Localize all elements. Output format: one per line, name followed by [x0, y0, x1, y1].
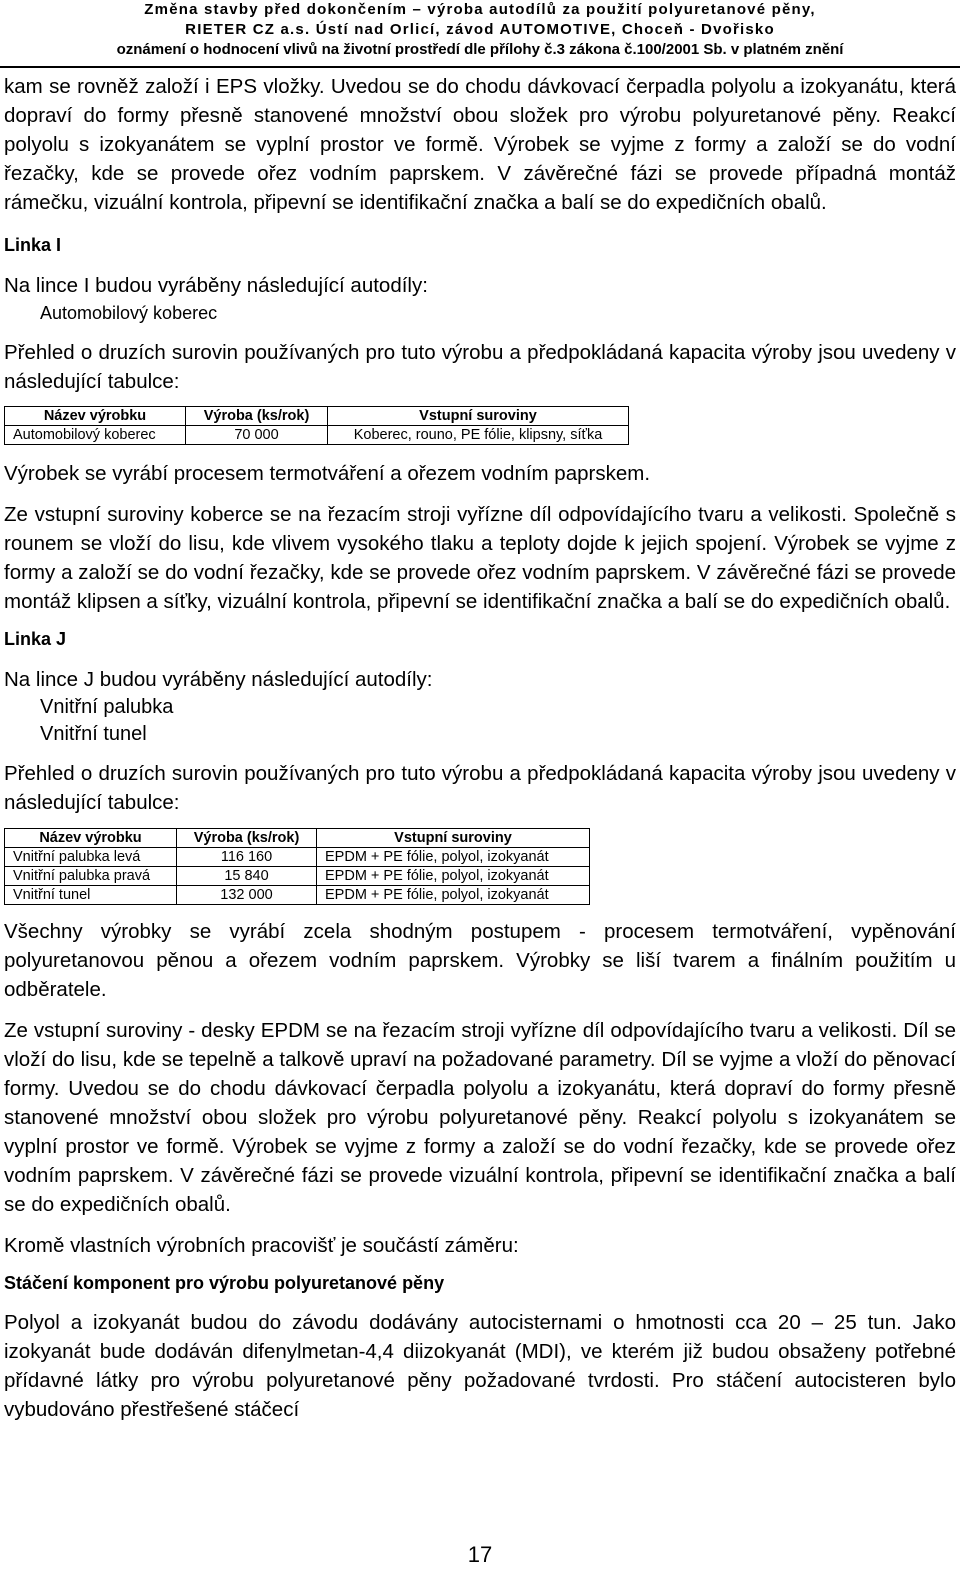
table-header-row [5, 829, 590, 848]
table-row [5, 886, 590, 905]
list-item-linka-j-1: Vnitřní tunel [40, 723, 147, 745]
paragraph-linka-i-process: Výrobek se vyrábí procesem termotváření a ořezem vodním paprskem. [4, 462, 651, 485]
document-header [0, 0, 960, 60]
header-line-1: Změna stavby před dokončením – výroba autodílů za použití polyuretanové pěny, [144, 1, 816, 18]
table-cell-inputs: EPDM + PE fólie, polyol, izokyanát [317, 886, 590, 905]
table-header-cell: Vstupní suroviny [317, 829, 590, 848]
paragraph-intro: kam se rovněž založí i EPS vložky. Uvedou se do chodu dávkovací čerpadla polyolu a izokyanátu, která dopraví do formy přesně stanovené množství obou složek pro výrobu polyuretanové pěny. Reakcí polyolu s izokyanátem se vyplní prostor ve formě. Výrobek se vyjme z formy a založí se do vodní řezačky, kde se provede ořez vodním paprskem. V závěrečné fázi se provede případná montáž rámečku, vizuální kontrola, připevní se identifikační značka a balí se do expedičních obalů. [4, 75, 956, 214]
paragraph-linka-j-lead: Na lince J budou vyráběny následující autodíly: [4, 668, 433, 691]
table-header-cell: Název výrobku [5, 407, 186, 426]
table-header-cell: Název výrobku [5, 829, 177, 848]
table-row [5, 426, 629, 445]
table-linka-i [4, 406, 629, 445]
table-cell-volume: 132 000 [177, 886, 317, 905]
header-line-2: RIETER CZ a.s. Ústí nad Orlicí, závod AUTOMOTIVE, Choceň - Dvořisko [185, 21, 775, 38]
page-number: 17 [467, 1542, 493, 1567]
paragraph-linka-j-process: Všechny výrobky se vyrábí zcela shodným postupem - procesem termotváření, vypěnování polyuretanovou pěnou a ořezem vodním paprskem. Výrobky se liší tvarem a finálním použitím u odběratele. [4, 920, 956, 1001]
paragraph-linka-i-detail: Ze vstupní suroviny koberce se na řezacím stroji vyřízne díl odpovídajícího tvaru a velikosti. Společně s rounem se vloží do lisu, kde vlivem vysokého tlaku a teploty dojde k jejich spojení. Výrobek se vyjme z formy a založí se do vodní řezačky, kde se provede ořez vodním paprskem. V závěrečné fázi se provede montáž klipsen a síťky, vizuální kontrola, připevní se identifikační značka a balí se do expedičních obalů. [4, 503, 956, 613]
table-cell-inputs: EPDM + PE fólie, polyol, izokyanát [317, 848, 590, 867]
table-header-cell: Výroba (ks/rok) [177, 829, 317, 848]
list-item-linka-i-0: Automobilový koberec [40, 303, 218, 323]
table-header-row [5, 407, 629, 426]
paragraph-linka-i-lead: Na lince I budou vyráběny následující autodíly: [4, 274, 428, 297]
table-header-cell: Vstupní suroviny [328, 407, 629, 426]
paragraph-linka-i-overview: Přehled o druzích surovin používaných pro tuto výrobu a předpokládaná kapacita výroby jsou uvedeny v následující tabulce: [4, 341, 956, 393]
table-cell-volume: 15 840 [177, 867, 317, 886]
table-cell-inputs: Koberec, rouno, PE fólie, klipsny, síťka [328, 426, 629, 445]
paragraph-linka-j-overview: Přehled o druzích surovin používaných pro tuto výrobu a předpokládaná kapacita výroby jsou uvedeny v následující tabulce: [4, 762, 956, 814]
table-cell-product: Vnitřní tunel [5, 886, 177, 905]
heading-staceni: Stáčení komponent pro výrobu polyuretanové pěny [4, 1273, 445, 1293]
table-row [5, 848, 590, 867]
page-content [4, 72, 956, 1424]
list-item-linka-j-0: Vnitřní palubka [40, 696, 174, 718]
header-line-3: oznámení o hodnocení vlivů na životní prostředí dle přílohy č.3 zákona č.100/2001 Sb. v platném znění [116, 41, 844, 58]
paragraph-krome: Kromě vlastních výrobních pracovišť je součástí záměru: [4, 1234, 519, 1257]
header-divider [0, 66, 960, 68]
table-cell-inputs: EPDM + PE fólie, polyol, izokyanát [317, 867, 590, 886]
heading-linka-j: Linka J [4, 629, 67, 649]
table-linka-j [4, 828, 590, 905]
table-cell-product: Vnitřní palubka pravá [5, 867, 177, 886]
table-row [5, 867, 590, 886]
table-header-cell: Výroba (ks/rok) [186, 407, 328, 426]
heading-linka-i: Linka I [4, 235, 62, 255]
paragraph-linka-j-detail: Ze vstupní suroviny - desky EPDM se na řezacím stroji vyřízne díl odpovídajícího tvaru a velikosti. Díl se vloží do lisu, kde se tepelně a talkově upraví na požadované parametry. Díl se vyjme a vloží do pěnovací formy. Uvedou se do chodu dávkovací čerpadla polyolu a izokyanátu, která dopraví do formy přesně stanovené množství obou složek pro výrobu polyuretanové pěny. Reakcí polyolu s izokyanátem se vyplní prostor ve formě. Výrobek se vyjme z formy a založí se do vodní řezačky, kde se provede ořez vodním paprskem. V závěrečné fázi se provede vizuální kontrola, připevní se identifikační značka a balí se do expedičních obalů. [4, 1019, 956, 1216]
table-cell-product: Vnitřní palubka levá [5, 848, 177, 867]
table-cell-volume: 116 160 [177, 848, 317, 867]
paragraph-polyol: Polyol a izokyanát budou do závodu dodávány autocisternami o hmotnosti cca 20 – 25 tun. Jako izokyanát bude dodáván difenylmetan-4,4 diizokyanát (MDI), ve kterém již budou obsaženy potřebné přídavné látky pro výrobu polyuretanové pěny požadované tvrdosti. Pro stáčení autocisteren bylo vybudováno přestřešené stáčecí [4, 1311, 956, 1421]
table-cell-product: Automobilový koberec [5, 426, 186, 445]
table-cell-volume: 70 000 [186, 426, 328, 445]
